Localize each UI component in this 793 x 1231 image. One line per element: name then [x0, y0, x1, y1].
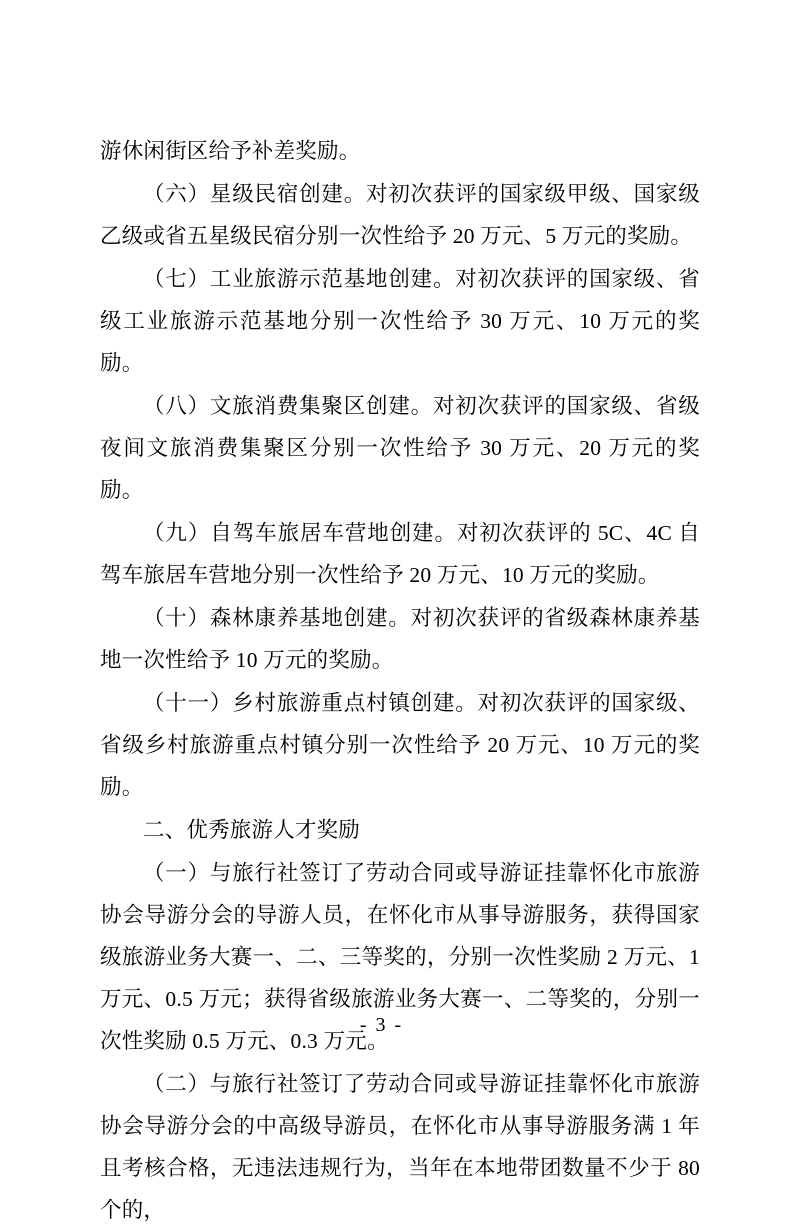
paragraph-sub-item-two: （二）与旅行社签订了劳动合同或导游证挂靠怀化市旅游协会导游分会的中高级导游员，在怀化市从事导游服务满 1 年且考核合格，无违法违规行为，当年在本地带团数量不少于 80 个的， — [100, 1072, 700, 1222]
paragraph-item-eight: （八）文旅消费集聚区创建。对初次获评的国家级、省级夜间文旅消费集聚区分别一次性给予 30 万元、20 万元的奖励。 — [100, 394, 700, 502]
page-number — [0, 1014, 793, 1037]
paragraph-item-seven: （七）工业旅游示范基地创建。对初次获评的国家级、省级工业旅游示范基地分别一次性给予 30 万元、10 万元的奖励。 — [100, 267, 700, 375]
document-body — [100, 130, 700, 1231]
section-heading-two: 二、优秀旅游人才奖励 — [143, 818, 361, 842]
paragraph-item-six: （六）星级民宿创建。对初次获评的国家级甲级、国家级乙级或省五星级民宿分别一次性给予 20 万元、5 万元的奖励。 — [100, 182, 700, 248]
paragraph-continuation: 游休闲街区给予补差奖励。 — [100, 139, 361, 163]
paragraph-item-eleven: （十一）乡村旅游重点村镇创建。对初次获评的国家级、省级乡村旅游重点村镇分别一次性给予 20 万元、10 万元的奖励。 — [100, 691, 700, 799]
paragraph-item-nine: （九）自驾车旅居车营地创建。对初次获评的 5C、4C 自驾车旅居车营地分别一次性给予 20 万元、10 万元的奖励。 — [100, 521, 700, 587]
paragraph-item-ten: （十）森林康养基地创建。对初次获评的省级森林康养基地一次性给予 10 万元的奖励。 — [100, 606, 700, 672]
page-number-label: - 3 - — [359, 1014, 404, 1036]
paragraph-sub-item-one: （一）与旅行社签订了劳动合同或导游证挂靠怀化市旅游协会导游分会的导游人员，在怀化市从事导游服务，获得国家级旅游业务大赛一、二、三等奖的，分别一次性奖励 2 万元、1 万元、0.5 万元；获得省级旅游业务大赛一、二等奖的，分别一次性奖励 0.5 万元、0.3 万元。 — [100, 861, 700, 1053]
